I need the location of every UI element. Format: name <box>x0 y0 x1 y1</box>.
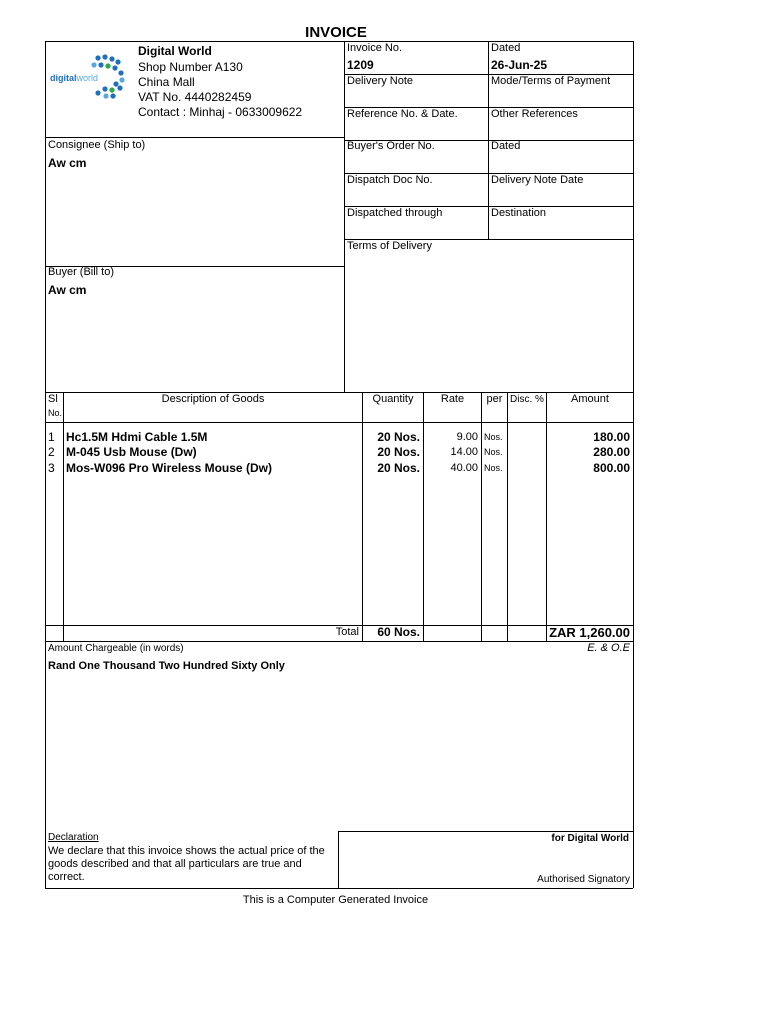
buyers-order-label: Buyer's Order No. <box>347 140 435 152</box>
buyer-name: Aw cm <box>48 283 87 297</box>
dispatched-through-label: Dispatched through <box>347 207 443 219</box>
header-amount: Amount <box>571 393 609 405</box>
seller-bottom-line <box>45 137 344 138</box>
amount-words-value: Rand One Thousand Two Hundred Sixty Only <box>48 660 285 672</box>
declaration-line3: correct. <box>48 871 85 883</box>
invoice-title: INVOICE <box>305 24 367 41</box>
row2-per: Nos. <box>484 447 503 457</box>
table-col-line <box>507 392 508 641</box>
header-sl-no: No. <box>48 408 63 418</box>
row2-amount: 280.00 <box>593 445 630 459</box>
delivery-note-label: Delivery Note <box>347 75 414 87</box>
table-col-line <box>423 392 424 641</box>
dated-label: Dated <box>491 42 521 54</box>
header-rate: Rate <box>440 393 465 405</box>
row2-quantity: 20 Nos. <box>377 445 420 459</box>
row2-sl: 2 <box>48 445 55 459</box>
row1-sl: 1 <box>48 430 55 444</box>
row3-description: Mos-W096 Pro Wireless Mouse (Dw) <box>66 461 272 475</box>
seller-address-line2: China Mall <box>138 75 195 89</box>
table-col-line <box>63 392 64 641</box>
dated2-label: Dated <box>491 140 521 152</box>
row3-amount: 800.00 <box>593 461 630 475</box>
consignee-label: Consignee (Ship to) <box>48 139 146 151</box>
row2-description: M-045 Usb Mouse (Dw) <box>66 445 197 459</box>
eoe-label: E. & O.E <box>587 642 630 654</box>
row1-rate: 9.00 <box>456 431 478 443</box>
declaration-line2: goods described and that all particulars are true and <box>48 858 302 870</box>
frame-right <box>633 41 634 888</box>
table-col-line <box>481 392 482 641</box>
declaration-label: Declaration <box>48 832 99 843</box>
footer-note: This is a Computer Generated Invoice <box>242 894 429 906</box>
seller-address-line1: Shop Number A130 <box>138 60 243 74</box>
mode-terms-label: Mode/Terms of Payment <box>491 75 611 87</box>
logo-wordmark: digitalworld <box>50 73 99 83</box>
invoice-no-value: 1209 <box>347 58 374 72</box>
dated-value: 26-Jun-25 <box>491 58 548 72</box>
amount-words-label: Amount Chargeable (in words) <box>48 643 184 654</box>
total-quantity: 60 Nos. <box>377 625 420 639</box>
company-logo <box>50 52 134 104</box>
declaration-line1: We declare that this invoice shows the actual price of the <box>48 845 325 857</box>
reference-label: Reference No. & Date. <box>347 108 458 120</box>
signatory-company: for Digital World <box>551 833 629 844</box>
delivery-note-date-label: Delivery Note Date <box>491 174 584 186</box>
invoice-no-label: Invoice No. <box>347 42 403 54</box>
seller-name: Digital World <box>138 44 212 58</box>
header-description: Description of Goods <box>161 393 265 405</box>
dispatch-doc-label: Dispatch Doc No. <box>347 174 433 186</box>
frame-left <box>45 41 46 888</box>
signatory-label: Authorised Signatory <box>537 874 630 885</box>
seller-contact: Contact : Minhaj - 0633009622 <box>138 105 303 119</box>
row3-per: Nos. <box>484 463 503 473</box>
table-header-line <box>45 422 633 423</box>
buyer-label: Buyer (Bill to) <box>48 266 115 278</box>
row2-rate: 14.00 <box>450 446 478 458</box>
consignee-name: Aw cm <box>48 156 87 170</box>
row1-quantity: 20 Nos. <box>377 430 420 444</box>
row1-per: Nos. <box>484 432 503 442</box>
header-per: per <box>486 393 503 405</box>
row1-amount: 180.00 <box>593 430 630 444</box>
seller-vat: VAT No. 4440282459 <box>138 90 252 104</box>
row3-quantity: 20 Nos. <box>377 461 420 475</box>
header-disc: Disc. % <box>510 394 544 405</box>
frame-top <box>45 41 633 42</box>
header-quantity: Quantity <box>372 393 414 405</box>
row1-description: Hc1.5M Hdmi Cable 1.5M <box>66 430 208 444</box>
upper-column-divider <box>344 41 345 392</box>
destination-label: Destination <box>491 207 547 219</box>
total-label: Total <box>335 626 359 638</box>
row3-rate: 40.00 <box>450 462 478 474</box>
row3-sl: 3 <box>48 461 55 475</box>
frame-bottom <box>45 888 633 889</box>
terms-of-delivery-label: Terms of Delivery <box>347 240 432 252</box>
total-amount: ZAR 1,260.00 <box>549 625 630 640</box>
signatory-left-line <box>338 831 339 888</box>
other-references-label: Other References <box>491 108 578 120</box>
header-sl: Sl <box>48 393 58 405</box>
